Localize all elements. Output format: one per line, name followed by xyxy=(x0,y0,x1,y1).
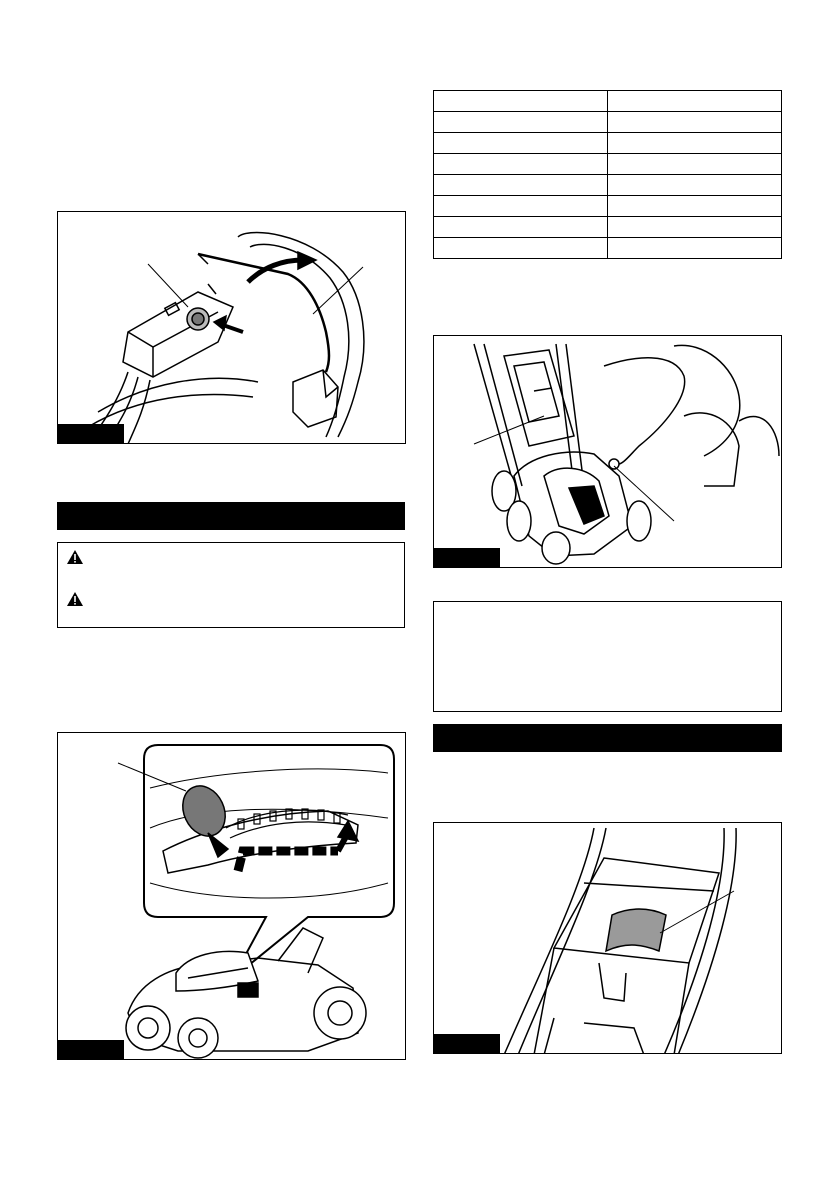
table-row xyxy=(434,154,782,175)
table-row xyxy=(434,175,782,196)
warning-row xyxy=(66,591,84,607)
warning-triangle-icon xyxy=(66,591,84,607)
spec-table xyxy=(433,90,782,259)
table-cell xyxy=(608,175,782,196)
table-row xyxy=(434,91,782,112)
height-adjustment-illustration xyxy=(58,733,406,1060)
figure-number-tab xyxy=(58,1040,124,1059)
section-heading-bar-left xyxy=(57,502,405,530)
table-row xyxy=(434,238,782,259)
warning-triangle-icon xyxy=(66,549,84,565)
section-heading-bar-right xyxy=(433,724,782,752)
table-cell xyxy=(608,196,782,217)
figure-grass-basket-indicator xyxy=(433,822,782,1054)
note-box xyxy=(433,601,782,712)
table-cell xyxy=(608,112,782,133)
figure-grass-basket-install xyxy=(433,335,782,568)
table-cell xyxy=(434,175,608,196)
figure-number-tab xyxy=(58,424,124,443)
table-cell xyxy=(434,91,608,112)
table-cell xyxy=(434,133,608,154)
switch-lever-illustration xyxy=(58,212,406,444)
table-cell xyxy=(434,238,608,259)
figure-height-adjustment xyxy=(57,732,406,1060)
table-cell xyxy=(434,217,608,238)
warning-row xyxy=(66,549,84,565)
table-row xyxy=(434,112,782,133)
warning-box xyxy=(57,542,405,628)
table-cell xyxy=(608,154,782,175)
table-cell xyxy=(434,112,608,133)
table-row xyxy=(434,196,782,217)
table-cell xyxy=(434,196,608,217)
table-row xyxy=(434,217,782,238)
table-cell xyxy=(434,154,608,175)
table-cell xyxy=(608,91,782,112)
grass-basket-indicator-illustration xyxy=(434,823,782,1054)
table-row xyxy=(434,133,782,154)
figure-number-tab xyxy=(434,1034,500,1053)
table-cell xyxy=(608,217,782,238)
table-cell xyxy=(608,238,782,259)
figure-number-tab xyxy=(434,548,500,567)
figure-switch-lever xyxy=(57,211,406,444)
table-cell xyxy=(608,133,782,154)
grass-basket-install-illustration xyxy=(434,336,782,568)
